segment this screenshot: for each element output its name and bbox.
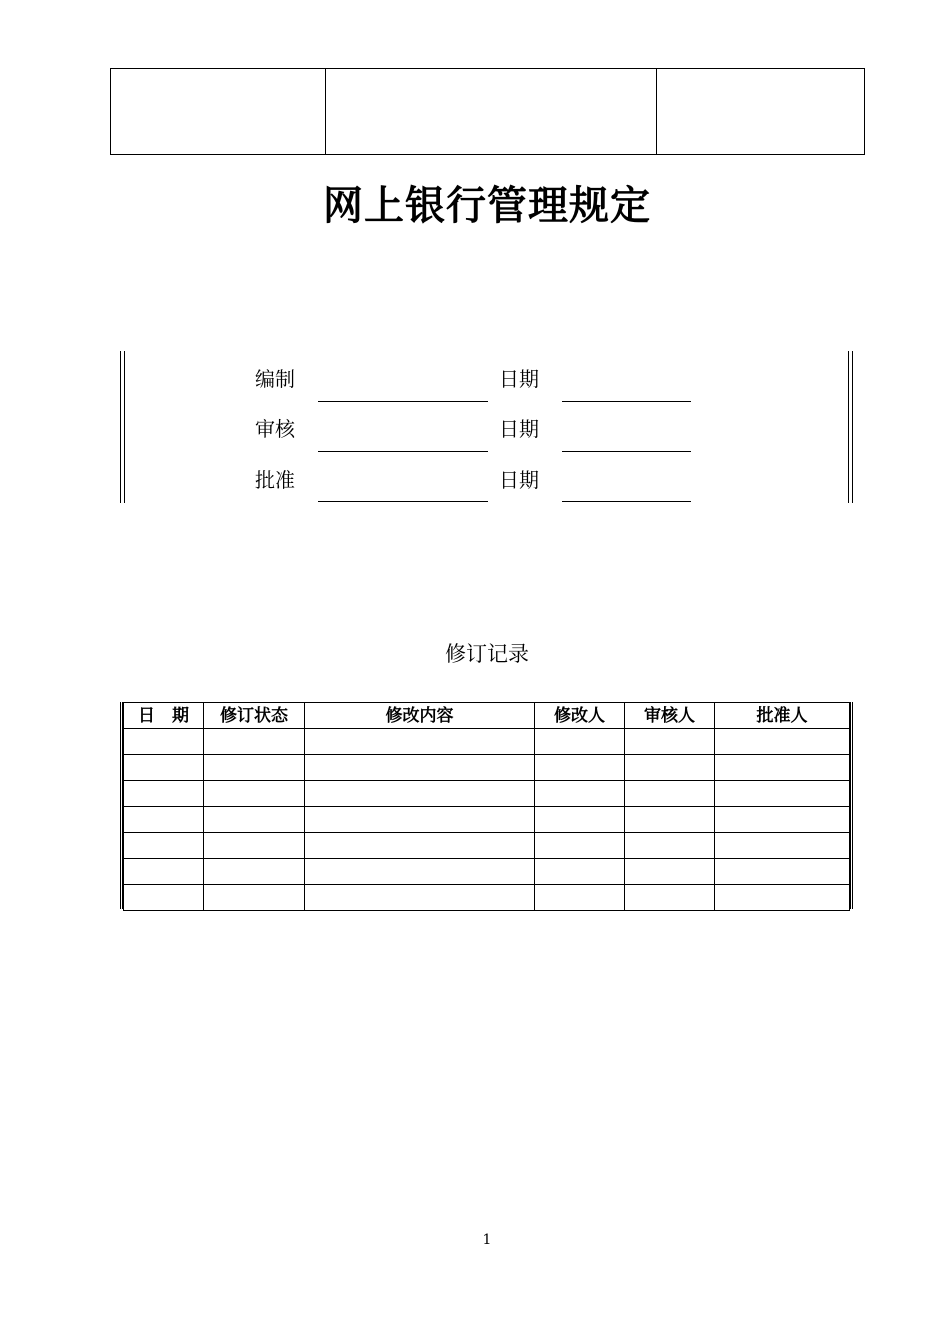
table-cell [625,729,715,755]
table-cell [124,859,204,885]
page-number: 1 [482,1232,492,1248]
table-row [124,755,850,781]
table-cell [715,859,850,885]
table-row [124,781,850,807]
table-cell [305,729,535,755]
table-cell [305,807,535,833]
table-cell [204,729,305,755]
approval-role-approve: 批准 [255,468,295,492]
table-cell [625,859,715,885]
revision-table-body [124,729,850,911]
table-cell [715,781,850,807]
table-cell [535,833,625,859]
table-cell [305,859,535,885]
table-cell [535,807,625,833]
approval-name-line-approve [318,501,488,502]
revision-record-title: 修订记录 [445,642,529,666]
table-cell [715,729,850,755]
column-header-reviewer: 审核人 [625,703,715,729]
table-cell [124,729,204,755]
table-cell [305,781,535,807]
approval-date-line-compile [562,401,691,402]
table-cell [124,755,204,781]
column-header-date: 日 期 [124,703,204,729]
table-cell [625,755,715,781]
revision-record-table [123,702,850,911]
table-row [124,729,850,755]
header-cell-center [326,69,657,155]
table-cell [715,885,850,911]
table-cell [535,781,625,807]
table-cell [625,781,715,807]
approval-date-line-review [562,451,691,452]
approval-date-label-compile: 日期 [499,367,539,391]
table-cell [124,781,204,807]
document-title: 网上银行管理规定 [323,183,651,229]
table-row [124,807,850,833]
table-row [124,859,850,885]
table-cell [715,807,850,833]
table-cell [625,807,715,833]
table-cell [535,885,625,911]
header-cell-right [657,69,865,155]
table-cell [204,781,305,807]
approval-block [120,351,853,503]
table-cell [305,833,535,859]
revision-record-table-frame [120,702,853,909]
table-cell [305,885,535,911]
table-cell [124,807,204,833]
table-cell [625,833,715,859]
table-cell [535,755,625,781]
table-cell [715,755,850,781]
header-cell-left [111,69,326,155]
table-cell [535,859,625,885]
table-cell [204,755,305,781]
document-header-table [110,68,865,155]
approval-date-label-approve: 日期 [499,468,539,492]
approval-name-line-compile [318,401,488,402]
table-row [124,885,850,911]
table-cell [204,807,305,833]
table-cell [625,885,715,911]
column-header-modifier: 修改人 [535,703,625,729]
column-header-revision-status: 修订状态 [204,703,305,729]
column-header-change-content: 修改内容 [305,703,535,729]
approval-name-line-review [318,451,488,452]
column-header-approver: 批准人 [715,703,850,729]
table-cell [124,833,204,859]
table-cell [204,833,305,859]
table-cell [124,885,204,911]
table-cell [715,833,850,859]
revision-header-row [124,703,850,729]
table-cell [204,859,305,885]
approval-date-line-approve [562,501,691,502]
table-row [124,833,850,859]
approval-date-label-review: 日期 [499,417,539,441]
table-cell [535,729,625,755]
table-cell [204,885,305,911]
approval-role-compile: 编制 [255,367,295,391]
approval-role-review: 审核 [255,417,295,441]
table-cell [305,755,535,781]
